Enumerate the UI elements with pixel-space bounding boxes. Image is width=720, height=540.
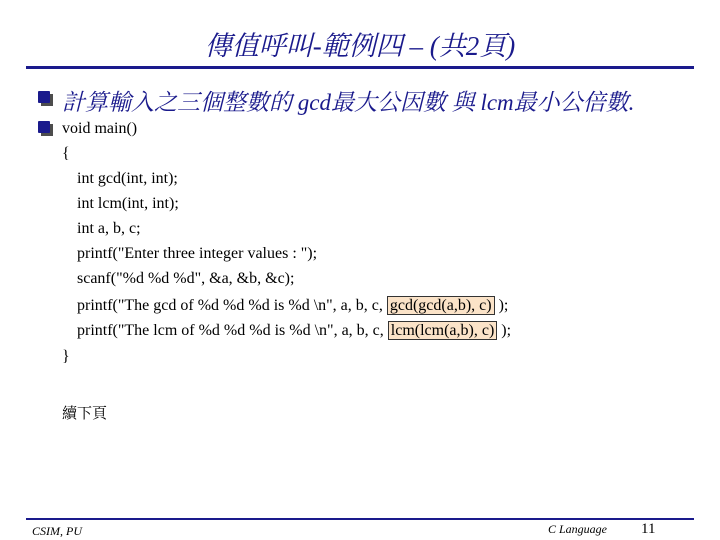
code-line-printf-gcd [77, 297, 508, 315]
code-text: ); [494, 297, 509, 314]
code-line-scanf: scanf("%d %d %d", &a, &b, &c); [77, 270, 295, 287]
continue-note: 續下頁 [62, 406, 108, 422]
footer-course: C Language [548, 522, 608, 536]
code-text: printf("The gcd of %d %d %d is %d \n", a, b, c, [77, 297, 387, 314]
code-line-main: void main() [62, 120, 138, 137]
page-number: 11 [641, 521, 656, 537]
code-line-lcm-proto: int lcm(int, int); [77, 195, 179, 212]
title-divider [26, 66, 694, 69]
code-line-printf-lcm [77, 322, 511, 340]
bullet-heading: 計算輸入之三個整數的 gcd最大公因數 與 lcm最小公倍數. [62, 90, 635, 115]
footer-affiliation: CSIM, PU [32, 524, 82, 538]
code-line-decl: int a, b, c; [77, 220, 141, 237]
square-bullet-icon [38, 91, 50, 103]
square-bullet-icon [38, 121, 50, 133]
code-text: ); [497, 322, 512, 339]
footer-divider [26, 518, 694, 520]
code-line-open-brace: { [62, 145, 70, 162]
code-line-gcd-proto: int gcd(int, int); [77, 170, 178, 187]
highlighted-gcd-call: gcd(gcd(a,b), c) [387, 296, 495, 315]
highlighted-lcm-call: lcm(lcm(a,b), c) [388, 321, 498, 340]
code-line-printf-prompt: printf("Enter three integer values : "); [77, 245, 318, 262]
slide-title: 傳值呼叫-範例四 – (共2頁) [204, 31, 516, 61]
code-text: printf("The lcm of %d %d %d is %d \n", a, b, c, [77, 322, 388, 339]
code-line-close-brace: } [62, 348, 70, 365]
